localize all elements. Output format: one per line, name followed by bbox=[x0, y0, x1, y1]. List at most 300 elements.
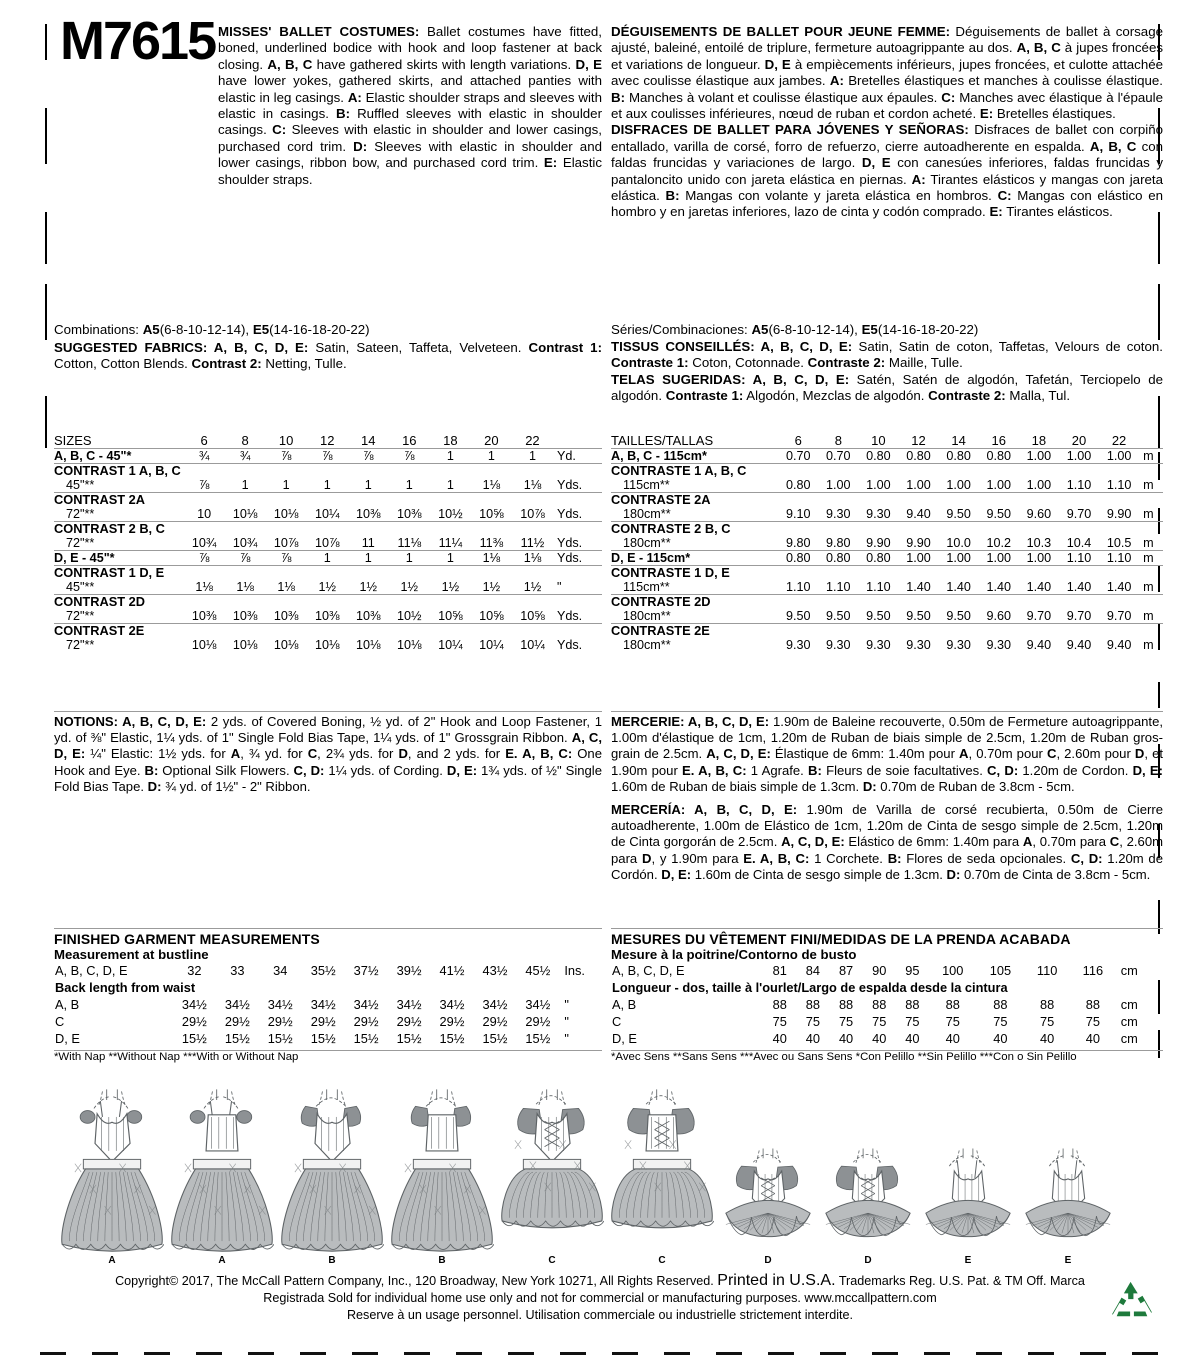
fgm-back-row bbox=[54, 1013, 602, 1030]
sizes-label: SIZES bbox=[54, 433, 92, 448]
yardage-cell: 1.00 bbox=[979, 551, 1019, 566]
yardage-group-label: CONTRASTE 2 B, C bbox=[611, 522, 1163, 537]
yardage-table-metric bbox=[611, 434, 1163, 652]
illustration-letter: D bbox=[764, 1255, 772, 1266]
illustration-letter: B bbox=[438, 1255, 446, 1266]
fgm-cell: 88 bbox=[993, 997, 1008, 1012]
yardage-cell: 1⅛ bbox=[482, 478, 501, 492]
fgm-back-label: Longueur - dos, taille à l'ourlet/Largo de espalda desde la cintura bbox=[612, 980, 1008, 995]
yardage-cell: ⅞ bbox=[266, 449, 307, 464]
yardage-cell: 9.70 bbox=[1066, 609, 1092, 623]
yardage-cell: 10⅛ bbox=[356, 638, 381, 652]
fgm-cell: 33 bbox=[230, 963, 245, 978]
yardage-cell: 10.0 bbox=[946, 536, 971, 550]
fgm-cell: 88 bbox=[805, 997, 821, 1012]
fgm-bust-label-english: Measurement at bustline bbox=[54, 947, 209, 962]
yardage-cell: 1.00 bbox=[1099, 449, 1139, 464]
recycle-icon bbox=[1109, 1280, 1155, 1322]
yardage-size-header bbox=[54, 434, 602, 449]
yardage-cell: 10⅛ bbox=[273, 507, 299, 521]
yardage-cell: 10⅛ bbox=[191, 638, 217, 652]
yardage-cell: 10⅜ bbox=[356, 507, 381, 521]
yardage-row bbox=[54, 449, 602, 464]
yardage-cell: 1⅛ bbox=[512, 551, 553, 566]
yardage-group-header bbox=[611, 522, 1163, 537]
size-col-10: 10 bbox=[278, 433, 294, 448]
fgm-cell: 29½ bbox=[396, 1014, 422, 1029]
yardage-cell: 1.40 bbox=[1106, 580, 1132, 594]
yardage-cell: 1 bbox=[364, 478, 372, 492]
illustration-letter: E bbox=[1064, 1255, 1072, 1266]
fgm-cell: 35½ bbox=[310, 963, 336, 978]
yardage-cell: ⅞ bbox=[266, 551, 307, 566]
size-col-18: 18 bbox=[443, 433, 458, 448]
illustration-view-e-9 bbox=[1020, 1136, 1116, 1266]
nap-note-english: *With Nap **Without Nap ***With or Without Nap bbox=[54, 1051, 299, 1063]
yardage-cell: 11 bbox=[361, 536, 375, 550]
size-col-16: 16 bbox=[402, 433, 417, 448]
yardage-metric-body bbox=[611, 434, 1163, 652]
size-col-20: 20 bbox=[484, 433, 499, 448]
suggested-fabrics-spanish: TELAS SUGERIDAS: A, B, C, D, E: Satén, Satén de algodón, Tafetán, Terciopelo de algodón. Contraste 1: Algodón, Mezclas de algodón. Contraste 2: Malla, Tul. bbox=[611, 371, 1163, 404]
yardage-cell: 10 bbox=[197, 507, 212, 521]
yardage-group-header bbox=[611, 624, 1163, 639]
yardage-cell: 10⅜ bbox=[232, 609, 258, 623]
fgm-cell: 88 bbox=[872, 997, 887, 1012]
yardage-cell: 0.80 bbox=[979, 449, 1019, 464]
yardage-cell: 1 bbox=[389, 551, 430, 566]
fgm-cell: 88 bbox=[1040, 997, 1055, 1012]
yardage-cell: 9.40 bbox=[1026, 638, 1052, 652]
yardage-row-label: 45"** bbox=[66, 580, 95, 594]
yardage-cell: 1.10 bbox=[1066, 478, 1092, 492]
footer-line-3: Reserve à un usage personnel. Utilisation commerciale ou industrielle strictement interdite. bbox=[346, 1308, 854, 1322]
size-col-14: 14 bbox=[361, 433, 376, 448]
yardage-cell: 11⅜ bbox=[479, 536, 504, 550]
yardage-cell: 9.90 bbox=[1106, 507, 1132, 521]
garment-sketch bbox=[720, 1136, 816, 1256]
fgm-cell: 39½ bbox=[396, 963, 422, 978]
yardage-cell: 1.00 bbox=[826, 478, 851, 492]
illustration-letter: C bbox=[548, 1255, 556, 1266]
yardage-cell: 1.10 bbox=[866, 580, 891, 594]
yardage-row-label: 72"** bbox=[66, 507, 95, 521]
yardage-cell: 1.40 bbox=[986, 580, 1011, 594]
yardage-cell: 1.00 bbox=[906, 478, 931, 492]
yardage-cell: 1.10 bbox=[1059, 551, 1099, 566]
yardage-cell: 1.00 bbox=[986, 478, 1011, 492]
footer-line-1 bbox=[0, 1272, 1200, 1290]
fgm-cell: 41½ bbox=[439, 963, 465, 978]
size-col-6: 6 bbox=[794, 433, 802, 448]
fgm-cell: 34½ bbox=[224, 997, 250, 1012]
yardage-cell: 9.30 bbox=[826, 638, 851, 652]
fgm-cell: 15½ bbox=[224, 1031, 250, 1046]
yardage-cell: 1 bbox=[405, 478, 413, 492]
size-col-12: 12 bbox=[319, 433, 335, 448]
sizes-label: TAILLES/TALLAS bbox=[611, 433, 714, 448]
fgm-title-international: MESURES DU VÊTEMENT FINI/MEDIDAS DE LA PRENDA ACABADA bbox=[611, 931, 1071, 947]
yardage-cell: 9.60 bbox=[986, 609, 1011, 623]
yardage-cell: 10¼ bbox=[438, 638, 463, 652]
yardage-group-header bbox=[611, 464, 1163, 479]
fgm-unit: " bbox=[564, 997, 569, 1012]
fgm-rule-left bbox=[54, 928, 602, 929]
fgm-cell: 75 bbox=[993, 1014, 1008, 1029]
yardage-cell: 0.80 bbox=[858, 551, 898, 566]
yardage-row bbox=[54, 609, 602, 624]
fgm-unit: cm bbox=[1120, 1014, 1138, 1029]
footer-printed-usa: Printed in U.S.A. bbox=[717, 1272, 836, 1289]
footer-copyright-text: Copyright© 2017, The McCall Pattern Company, Inc., 120 Broadway, New York 10271, All Rights Reserved. bbox=[115, 1274, 718, 1288]
yardage-cell: 10⅛ bbox=[273, 638, 299, 652]
yardage-cell: 10⅛ bbox=[232, 507, 258, 521]
garment-sketch bbox=[820, 1136, 916, 1256]
yardage-group-label: CONTRASTE 1 A, B, C bbox=[611, 464, 1163, 479]
fgm-cell: 75 bbox=[772, 1014, 787, 1029]
yardage-cell: 1½ bbox=[359, 580, 378, 594]
fgm-cell: 15½ bbox=[482, 1031, 508, 1046]
yardage-cell: 10⅛ bbox=[232, 638, 258, 652]
yardage-cell: 9.60 bbox=[1026, 507, 1052, 521]
fgm-cell: 110 bbox=[1036, 963, 1058, 978]
yardage-cell: ⅞ bbox=[225, 551, 266, 566]
suggested-fabrics-english: SUGGESTED FABRICS: A, B, C, D, E: Satin, Sateen, Taffeta, Velveteen. Contrast 1: Cotton, Cotton Blends. Contrast 2: Netting, Tulle. bbox=[54, 339, 603, 372]
yardage-cell: 1⅛ bbox=[236, 580, 254, 594]
fgm-bust-label-international: Mesure à la poitrine/Contorno de busto bbox=[611, 947, 857, 962]
fgm-row-label: D, E bbox=[55, 1031, 80, 1046]
yardage-cell: 1.00 bbox=[866, 478, 891, 492]
yardage-group-header bbox=[611, 493, 1163, 508]
fgm-metric-body bbox=[611, 962, 1163, 1047]
fgm-row-label: A, B, C, D, E bbox=[55, 963, 128, 978]
fgm-unit: Ins. bbox=[564, 963, 585, 978]
size-col-20: 20 bbox=[1071, 433, 1087, 448]
illustration-view-b-3 bbox=[390, 1084, 494, 1266]
yardage-cell: 9.30 bbox=[826, 507, 851, 521]
fgm-cell: 81 bbox=[772, 963, 787, 978]
fgm-unit: " bbox=[564, 1031, 569, 1046]
copyright-footer bbox=[0, 1272, 1200, 1324]
fgm-row-label: A, B bbox=[55, 997, 80, 1012]
fgm-cell: 40 bbox=[945, 1031, 960, 1046]
yardage-cell: ⅞ bbox=[389, 449, 430, 464]
yardage-group-label: CONTRASTE 2E bbox=[611, 624, 1163, 639]
fgm-cell: 40 bbox=[905, 1031, 920, 1046]
yardage-row bbox=[611, 478, 1163, 493]
yardage-row bbox=[611, 638, 1163, 652]
yardage-row bbox=[54, 551, 602, 566]
fgm-cell: 87 bbox=[838, 963, 854, 978]
fgm-back-label-row bbox=[54, 979, 602, 996]
fgm-cell: 75 bbox=[945, 1014, 960, 1029]
yardage-cell: 1.40 bbox=[906, 580, 931, 594]
yardage-cell: 10⅛ bbox=[314, 638, 340, 652]
yardage-unit: Yds. bbox=[556, 638, 583, 652]
yardage-row bbox=[54, 638, 602, 652]
fgm-cell: 29½ bbox=[482, 1014, 508, 1029]
yardage-cell: 9.40 bbox=[906, 507, 931, 521]
fgm-row-label: C bbox=[612, 1014, 622, 1029]
size-col-18: 18 bbox=[1031, 433, 1047, 448]
yardage-cell: 0.80 bbox=[939, 449, 979, 464]
yardage-cell: 1½ bbox=[441, 580, 460, 594]
fgm-rule-right bbox=[611, 928, 1163, 929]
yardage-cell: 1⅛ bbox=[471, 551, 512, 566]
illustration-view-a-0 bbox=[60, 1084, 164, 1266]
fgm-cell: 34½ bbox=[525, 997, 551, 1012]
yardage-cell: ⅞ bbox=[184, 551, 225, 566]
fgm-row-label: C bbox=[55, 1014, 65, 1029]
description-french-title: DÉGUISEMENTS DE BALLET POUR JEUNE FEMME: bbox=[611, 24, 951, 39]
yardage-unit: m bbox=[1143, 507, 1154, 521]
yardage-cell: 9.90 bbox=[906, 536, 931, 550]
left-edge-ticks bbox=[45, 0, 49, 1364]
yardage-cell: 11½ bbox=[520, 536, 545, 550]
fgm-table-metric bbox=[611, 962, 1163, 1047]
yardage-cell: 10½ bbox=[397, 609, 422, 623]
description-spanish-body: Disfraces de ballet con corpiño entallado, varilla de corsé, forro de refuerzo, cierre autoadherente en espalda. A, B, C con faldas fruncidas y variaciones de largo. D, E con canesúes inferiores, faldas fruncidas y pantaloncito unido con jareta elástica en piernas. A: Tirantes elásticos y mangas con jareta elástica. B: Mangas con volante y jareta elástica en hombros. C: Mangas con elástico en hombro y en jaretas inferiores, lazo de cinta y codón comprado. E: Tirantes elásticos. bbox=[611, 122, 1164, 220]
fgm-cell: 43½ bbox=[482, 963, 508, 978]
yardage-group-label: CONTRASTE 2D bbox=[611, 595, 1163, 610]
yardage-cell: 10.3 bbox=[1026, 536, 1052, 550]
yardage-row-label: A, B, C - 45"* bbox=[54, 449, 184, 464]
yardage-group-label: CONTRAST 2 B, C bbox=[54, 522, 602, 537]
nap-note-international: *Avec Sens **Sans Sens ***Avec ou Sans Sens *Con Pelillo **Sin Pelillo ***Con o Sin Pelillo bbox=[611, 1051, 1077, 1063]
yardage-cell: 0.80 bbox=[778, 551, 818, 566]
fgm-unit: cm bbox=[1120, 963, 1138, 978]
illustration-view-e-8 bbox=[920, 1136, 1016, 1266]
fgm-cell: 88 bbox=[1085, 997, 1100, 1012]
notions-french: MERCERIE: A, B, C, D, E: 1.90m de Baleine recouverte, 0.50m de Fermeture autoagrippante, 1.00m d'élastique de 1cm, 1.20m de Ruban de biais simple de 2.5cm, 1.20m de Ruban gros-grain de 2.5cm. A, C, D, E: Élastique de 6mm: 1.40m pour A, 0.70m pour C, 2.60m pour D, et 1.90m pour E. A, B, C: 1 Agrafe. B: Fleurs de soie facultatives. C, D: 1.20m de Cordon. D, E: 1.60m de Ruban de biais simple de 1.3cm. D: 0.70m de Ruban de 3.8cm - 5cm. bbox=[611, 714, 1164, 794]
yardage-cell: 10⅝ bbox=[520, 609, 545, 623]
yardage-cell: 11¼ bbox=[438, 536, 463, 550]
yardage-imperial-body bbox=[54, 434, 602, 652]
yardage-cell: 10¾ bbox=[232, 536, 258, 550]
yardage-cell: 1.00 bbox=[939, 551, 979, 566]
illustration-view-b-2 bbox=[280, 1084, 384, 1266]
yardage-unit: m bbox=[1143, 580, 1154, 594]
yardage-cell: ⅞ bbox=[198, 478, 210, 492]
combinations-english: Combinations: A5(6-8-10-12-14), E5(14-16-18-20-22) bbox=[54, 322, 370, 337]
yardage-group-header bbox=[54, 464, 602, 479]
fgm-back-row bbox=[611, 996, 1163, 1013]
yardage-unit: m bbox=[1143, 478, 1154, 492]
yardage-group-label: CONTRAST 2D bbox=[54, 595, 602, 610]
yardage-cell: 10⅞ bbox=[314, 536, 340, 550]
fgm-cell: 15½ bbox=[525, 1031, 551, 1046]
yardage-unit: Yds. bbox=[556, 478, 583, 492]
fgm-title-english: FINISHED GARMENT MEASUREMENTS bbox=[54, 931, 320, 947]
yardage-cell: 9.70 bbox=[1106, 609, 1132, 623]
yardage-cell: 10⅝ bbox=[479, 609, 504, 623]
yardage-group-label: CONTRAST 2A bbox=[54, 493, 602, 508]
yardage-cell: 1.00 bbox=[946, 478, 971, 492]
garment-line-drawings bbox=[60, 1086, 1150, 1266]
yardage-group-label: CONTRAST 2E bbox=[54, 624, 602, 639]
fgm-cell: 88 bbox=[838, 997, 854, 1012]
yardage-cell: 1 bbox=[471, 449, 512, 464]
garment-sketch bbox=[920, 1136, 1016, 1256]
yardage-cell: 9.90 bbox=[866, 536, 891, 550]
yardage-row-label: 180cm** bbox=[623, 638, 671, 652]
description-french-body: Déguisements de ballet à corsage ajusté, baleiné, entoilé de triplure, fermeture autoagrippante au dos. A, B, C à jupes froncées et variations de longueur. D, E à empiècements inférieurs, jupes froncées, et culotte attachée avec coulisse élastique aux jambes. A: Bretelles élastiques et manches à coulisse élastique. B: Manches à volant et coulisse élastique aux épaules. C: Manches avec élastique à l'épaule et aux coulisses inférieures, nœud de ruban et cordon acheté. E: Bretelles élastiques. bbox=[611, 24, 1164, 122]
yardage-row bbox=[54, 536, 602, 551]
size-col-8: 8 bbox=[241, 433, 249, 448]
yardage-group-header bbox=[611, 595, 1163, 610]
fgm-cell: 34 bbox=[273, 963, 288, 978]
yardage-row bbox=[611, 551, 1163, 566]
fgm-cell: 75 bbox=[905, 1014, 920, 1029]
illustration-letter: C bbox=[658, 1255, 666, 1266]
illustration-view-c-4 bbox=[500, 1084, 604, 1266]
yardage-group-header bbox=[54, 624, 602, 639]
description-english bbox=[54, 24, 602, 220]
yardage-cell: 10.2 bbox=[986, 536, 1011, 550]
yardage-cell: ¾ bbox=[225, 449, 266, 464]
yardage-cell: 0.70 bbox=[818, 449, 858, 464]
yardage-row bbox=[54, 580, 602, 595]
yardage-cell: 1.10 bbox=[826, 580, 851, 594]
yardage-group-header bbox=[54, 566, 602, 581]
fgm-cell: 29½ bbox=[439, 1014, 465, 1029]
notions-english: NOTIONS: A, B, C, D, E: 2 yds. of Covered Boning, ½ yd. of 2" Hook and Loop Fastener, 1 yd. of ⅜" Elastic, 1¼ yds. of 1" Single Fold Bias Tape, 1¼ yds. of 1" Grossgrain Ribbon. A, C, D, E: ¼" Elastic: 1½ yds. for A, ¾ yd. for C, 2¾ yds. for D, and 2 yds. for E. A, B, C: One Hook and Eye. B: Optional Silk Flowers. C, D: 1¼ yds. of Cording. D, E: 1¾ yds. of ½" Single Fold Bias Tape. D: ¾ yd. of 1½" - 2" Ribbon. bbox=[54, 714, 603, 794]
yardage-cell: 1.00 bbox=[898, 551, 938, 566]
yardage-cell: 9.40 bbox=[1066, 638, 1092, 652]
illustration-view-d-7 bbox=[820, 1136, 916, 1266]
yardage-cell: 1½ bbox=[318, 580, 336, 594]
yardage-cell: 10⅜ bbox=[273, 609, 299, 623]
notions-spanish: MERCERÍA: A, B, C, D, E: 1.90m de Varilla de corsé recubierta, 0.50m de Cierre autoadherente, 1.00m de Elástico de 1cm, 1.20m de Cinta de sesgo simple de 2.5cm, 1.20m de Cinta gorgorán de 2.5cm. A, C, D, E: Elástico de 6mm: 1.40m para A, 0.70m para C, 2.60m para D, y 1.90m para E. A, B, C: 1 Corchete. B: Flores de seda opcionales. C, D: 1.20m de Cordón. D, E: 1.60m de Cinta de sesgo simple de 1.3cm. D: 0.70m de Cinta de 3.8cm - 5cm. bbox=[611, 802, 1164, 882]
yardage-cell: 1 bbox=[430, 551, 471, 566]
fgm-row-label: D, E bbox=[612, 1031, 637, 1046]
garment-sketch bbox=[1020, 1136, 1116, 1256]
yardage-group-label: CONTRASTE 2A bbox=[611, 493, 1163, 508]
fgm-cell: 34½ bbox=[267, 997, 293, 1012]
yardage-row-label: 180cm** bbox=[623, 536, 671, 550]
yardage-cell: 1 bbox=[446, 478, 454, 492]
fgm-cell: 29½ bbox=[267, 1014, 293, 1029]
size-col-16: 16 bbox=[991, 433, 1006, 448]
illustration-letter: A bbox=[218, 1255, 226, 1266]
yardage-cell: 9.50 bbox=[946, 609, 971, 623]
fgm-imperial-body bbox=[54, 962, 602, 1047]
yardage-cell: 1.10 bbox=[1106, 478, 1132, 492]
fgm-cell: 29½ bbox=[224, 1014, 250, 1029]
yardage-cell: 1.00 bbox=[1019, 551, 1059, 566]
yardage-cell: 1⅛ bbox=[195, 580, 213, 594]
yardage-cell: 9.30 bbox=[866, 507, 891, 521]
fgm-unit: cm bbox=[1120, 1031, 1138, 1046]
yardage-cell: 1 bbox=[348, 551, 389, 566]
yardage-cell: 0.70 bbox=[778, 449, 818, 464]
yardage-cell: 9.30 bbox=[866, 638, 891, 652]
yardage-unit: " bbox=[556, 580, 562, 594]
size-col-12: 12 bbox=[911, 433, 926, 448]
yardage-cell: 9.30 bbox=[906, 638, 931, 652]
yardage-row bbox=[611, 536, 1163, 551]
yardage-cell: 10.5 bbox=[1106, 536, 1132, 550]
yardage-unit: m bbox=[1143, 536, 1154, 550]
yardage-cell: 9.50 bbox=[866, 609, 891, 623]
description-spanish bbox=[611, 122, 1163, 220]
yardage-cell: 10⅞ bbox=[273, 536, 299, 550]
fgm-back-row bbox=[611, 1013, 1163, 1030]
illustration-view-c-5 bbox=[610, 1084, 714, 1266]
description-spanish-title: DISFRACES DE BALLET PARA JÓVENES Y SEÑORAS: bbox=[611, 122, 969, 138]
size-col-6: 6 bbox=[200, 433, 208, 448]
fgm-cell: 34½ bbox=[181, 997, 207, 1012]
yardage-cell: 0.80 bbox=[898, 449, 938, 464]
yardage-row-label: 72"** bbox=[66, 638, 95, 652]
yardage-cell: 1 bbox=[430, 449, 471, 464]
yardage-cell: 1 bbox=[323, 478, 331, 492]
garment-sketch bbox=[610, 1084, 714, 1256]
yardage-cell: 9.50 bbox=[785, 609, 811, 623]
fgm-cell: 15½ bbox=[439, 1031, 465, 1046]
yardage-cell: 1.10 bbox=[785, 580, 811, 594]
fgm-cell: 29½ bbox=[353, 1014, 379, 1029]
yardage-cell: 9.50 bbox=[946, 507, 971, 521]
yardage-cell: 9.50 bbox=[906, 609, 931, 623]
yardage-cell: 10½ bbox=[438, 507, 463, 521]
yardage-cell: 9.70 bbox=[1066, 507, 1092, 521]
yardage-unit: Yds. bbox=[556, 507, 583, 521]
fgm-back-label-row bbox=[611, 979, 1163, 996]
fgm-cell: 34½ bbox=[439, 997, 465, 1012]
yardage-cell: 1⅛ bbox=[523, 478, 542, 492]
footer-line-2: Registrada Sold for individual home use only and not for commercial or manufacturing purposes. www.mccallpattern.com bbox=[263, 1291, 937, 1305]
yardage-row-label: 72"** bbox=[66, 609, 95, 623]
yardage-cell: 1 bbox=[241, 478, 249, 492]
fgm-cell: 116 bbox=[1082, 963, 1104, 978]
yardage-unit: m bbox=[1139, 449, 1163, 464]
yardage-unit: m bbox=[1143, 609, 1154, 623]
yardage-unit: Yds. bbox=[553, 551, 602, 566]
fgm-cell: 34½ bbox=[396, 997, 422, 1012]
description-french bbox=[611, 24, 1163, 122]
fgm-cell: 40 bbox=[993, 1031, 1008, 1046]
fgm-table-imperial bbox=[54, 962, 602, 1047]
yardage-row bbox=[54, 507, 602, 522]
size-col-22: 22 bbox=[525, 433, 540, 448]
yardage-cell: 0.80 bbox=[858, 449, 898, 464]
fgm-cell: 34½ bbox=[353, 997, 379, 1012]
yardage-cell: 10.4 bbox=[1066, 536, 1092, 550]
fgm-cell: 100 bbox=[942, 963, 964, 978]
yardage-group-label: CONTRASTE 1 D, E bbox=[611, 566, 1163, 581]
yardage-group-header bbox=[611, 566, 1163, 581]
illustration-letter: A bbox=[108, 1255, 116, 1266]
fgm-cell: 40 bbox=[838, 1031, 854, 1046]
garment-sketch bbox=[280, 1084, 384, 1256]
fgm-cell: 40 bbox=[772, 1031, 787, 1046]
yardage-cell: 10¼ bbox=[479, 638, 504, 652]
fgm-unit: cm bbox=[1120, 997, 1138, 1012]
size-col-8: 8 bbox=[834, 433, 842, 448]
yardage-cell: 10¼ bbox=[314, 507, 340, 521]
fgm-cell: 95 bbox=[905, 963, 920, 978]
yardage-cell: 10⅜ bbox=[356, 609, 381, 623]
fgm-cell: 15½ bbox=[353, 1031, 379, 1046]
fgm-cell: 75 bbox=[838, 1014, 854, 1029]
yardage-unit: Yds. bbox=[556, 609, 583, 623]
yardage-unit: Yds. bbox=[556, 536, 583, 550]
yardage-row-label: 180cm** bbox=[623, 609, 671, 623]
pattern-number: M7615 bbox=[60, 11, 216, 71]
yardage-cell: 9.80 bbox=[826, 536, 851, 550]
yardage-row bbox=[54, 478, 602, 493]
